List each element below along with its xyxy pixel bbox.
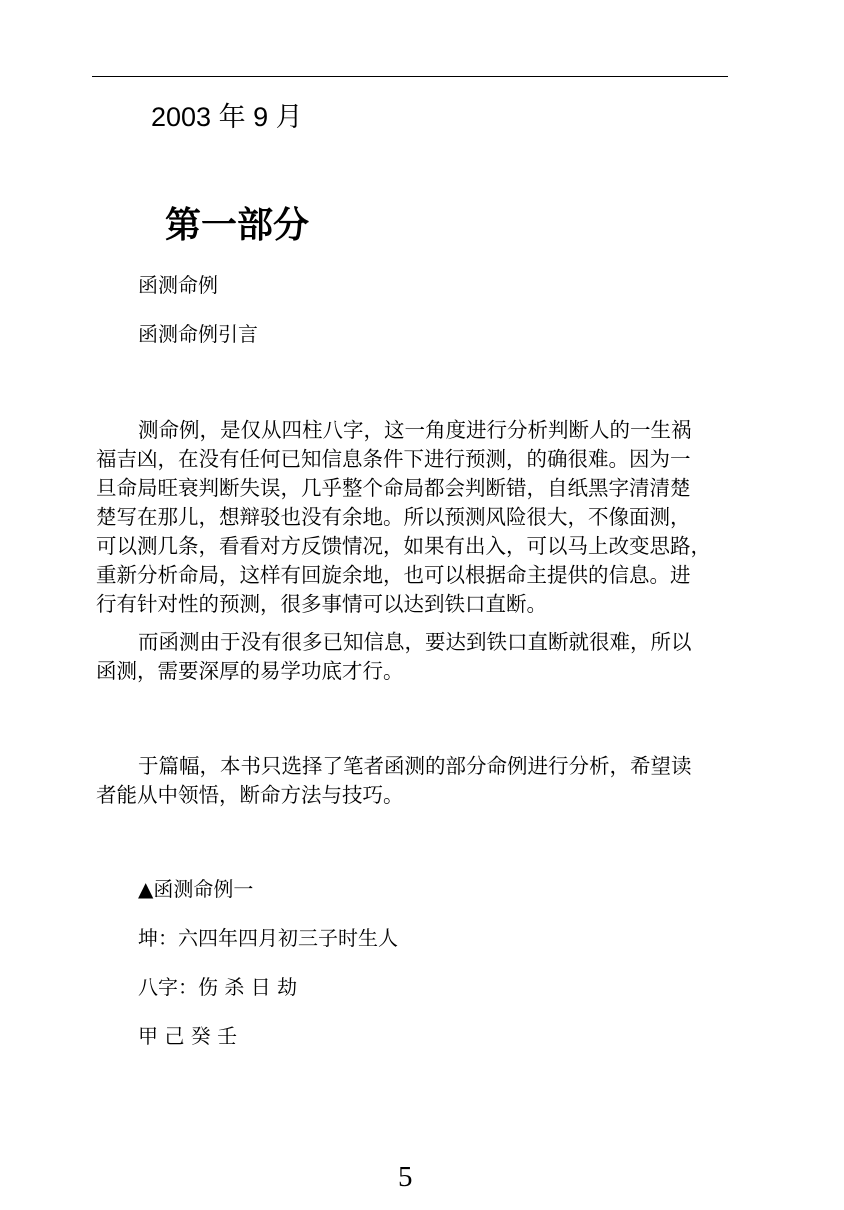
paragraph-line: 函测，需要深厚的易学功底才行。 bbox=[96, 659, 404, 683]
section-subtitle: 函测命例 bbox=[138, 273, 218, 297]
part-title: 第一部分 bbox=[165, 205, 310, 246]
page-number: 5 bbox=[398, 1161, 413, 1193]
paragraph-line: 福吉凶，在没有任何已知信息条件下进行预测，的确很难。因为一 bbox=[96, 447, 691, 471]
paragraph-2 bbox=[96, 628, 721, 686]
paragraph-line: 旦命局旺衰判断失误，几乎整个命局都会判断错，自纸黑字清清楚 bbox=[96, 476, 691, 500]
paragraph-1 bbox=[96, 416, 721, 619]
paragraph-line: 于篇幅，本书只选择了笔者函测的部分命例进行分析，希望读 bbox=[138, 754, 692, 778]
paragraph-line: 测命例，是仅从四柱八字，这一角度进行分析判断人的一生祸 bbox=[138, 418, 692, 442]
paragraph-3 bbox=[96, 752, 721, 810]
paragraph-line: 行有针对性的预测，很多事情可以达到铁口直断。 bbox=[96, 592, 547, 616]
example-stems: 甲 己 癸 壬 bbox=[138, 1024, 238, 1048]
example-birth: 坤：六四年四月初三子时生人 bbox=[138, 926, 398, 950]
paragraph-line: 楚写在那儿，想辩驳也没有余地。所以预测风险很大，不像面测， bbox=[96, 505, 691, 529]
example-bazi-label: 八字：伤 杀 日 劫 bbox=[138, 975, 298, 999]
intro-heading: 函测命例引言 bbox=[138, 322, 258, 346]
paragraph-line: 重新分析命局，这样有回旋余地，也可以根据命主提供的信息。进 bbox=[96, 563, 691, 587]
example-heading: ▲函测命例一 bbox=[138, 877, 254, 901]
paragraph-line: 可以测几条，看看对方反馈情况，如果有出入，可以马上改变思路， bbox=[96, 534, 711, 558]
date-heading: 2003 年 9 月 bbox=[151, 102, 303, 132]
paragraph-line: 者能从中领悟，断命方法与技巧。 bbox=[96, 783, 404, 807]
header-rule bbox=[92, 76, 728, 77]
paragraph-line: 而函测由于没有很多已知信息，要达到铁口直断就很难，所以 bbox=[138, 630, 692, 654]
